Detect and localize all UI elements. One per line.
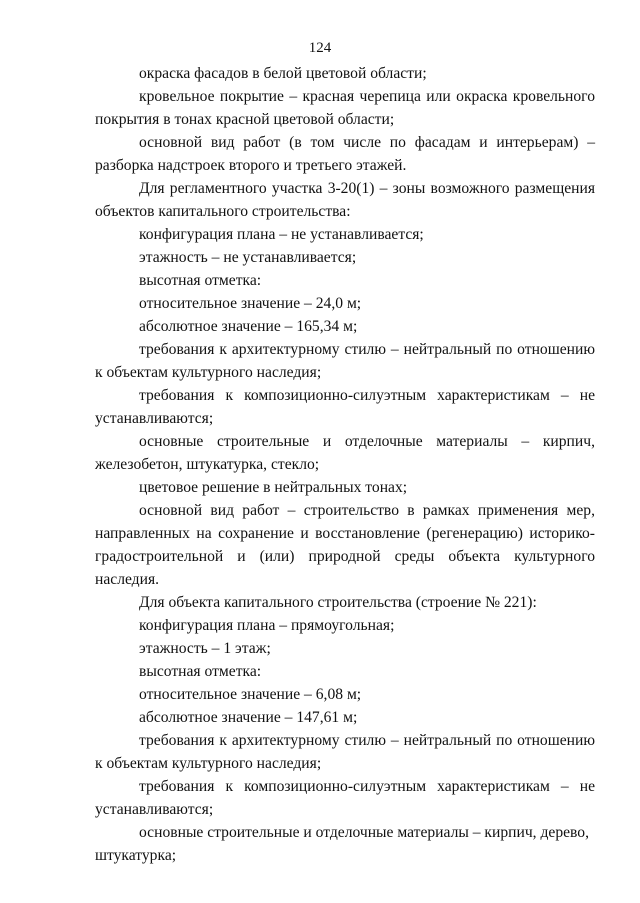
paragraph: относительное значение – 6,08 м; bbox=[139, 686, 362, 703]
paragraph: окраска фасадов в белой цветовой области; bbox=[139, 65, 427, 82]
document-body bbox=[95, 62, 595, 867]
paragraph: цветовое решение в нейтральных тонах; bbox=[139, 479, 408, 496]
paragraph: этажность – 1 этаж; bbox=[139, 640, 271, 657]
paragraph: основные строительные и отделочные материалы – кирпич, дерево, штукатурка; bbox=[95, 824, 589, 864]
paragraph: высотная отметка: bbox=[139, 663, 262, 680]
paragraph: абсолютное значение – 147,61 м; bbox=[139, 709, 358, 726]
paragraph: высотная отметка: bbox=[139, 272, 262, 289]
paragraph: требования к архитектурному стилю – нейтральный по отношению к объектам культурного наследия; bbox=[95, 341, 595, 381]
paragraph: Для регламентного участка 3-20(1) – зоны возможного размещения объектов капитального строительства: bbox=[95, 180, 595, 220]
paragraph: основной вид работ (в том числе по фасадам и интерьерам) – разборка надстроек второго и третьего этажей. bbox=[95, 134, 595, 174]
paragraph: основной вид работ – строительство в рамках применения мер, направленных на сохранение и восстановление (регенерацию) историко-градостроительной и (или) природной среды объекта культурного наследия. bbox=[95, 502, 595, 588]
paragraph: основные строительные и отделочные материалы – кирпич, железобетон, штукатурка, стекло; bbox=[95, 433, 595, 473]
paragraph: конфигурация плана – прямоугольная; bbox=[139, 617, 395, 634]
paragraph: этажность – не устанавливается; bbox=[139, 249, 357, 266]
paragraph: требования к композиционно-силуэтным характеристикам – не устанавливаются; bbox=[95, 387, 595, 427]
page-number: 124 bbox=[308, 40, 332, 56]
paragraph: относительное значение – 24,0 м; bbox=[139, 295, 362, 312]
paragraph: кровельное покрытие – красная черепица или окраска кровельного покрытия в тонах красной цветовой области; bbox=[95, 88, 595, 128]
paragraph: абсолютное значение – 165,34 м; bbox=[139, 318, 358, 335]
paragraph: требования к композиционно-силуэтным характеристикам – не устанавливаются; bbox=[95, 778, 595, 818]
paragraph: требования к архитектурному стилю – нейтральный по отношению к объектам культурного наследия; bbox=[95, 732, 595, 772]
paragraph: Для объекта капитального строительства (строение № 221): bbox=[139, 594, 537, 611]
paragraph: конфигурация плана – не устанавливается; bbox=[139, 226, 424, 243]
